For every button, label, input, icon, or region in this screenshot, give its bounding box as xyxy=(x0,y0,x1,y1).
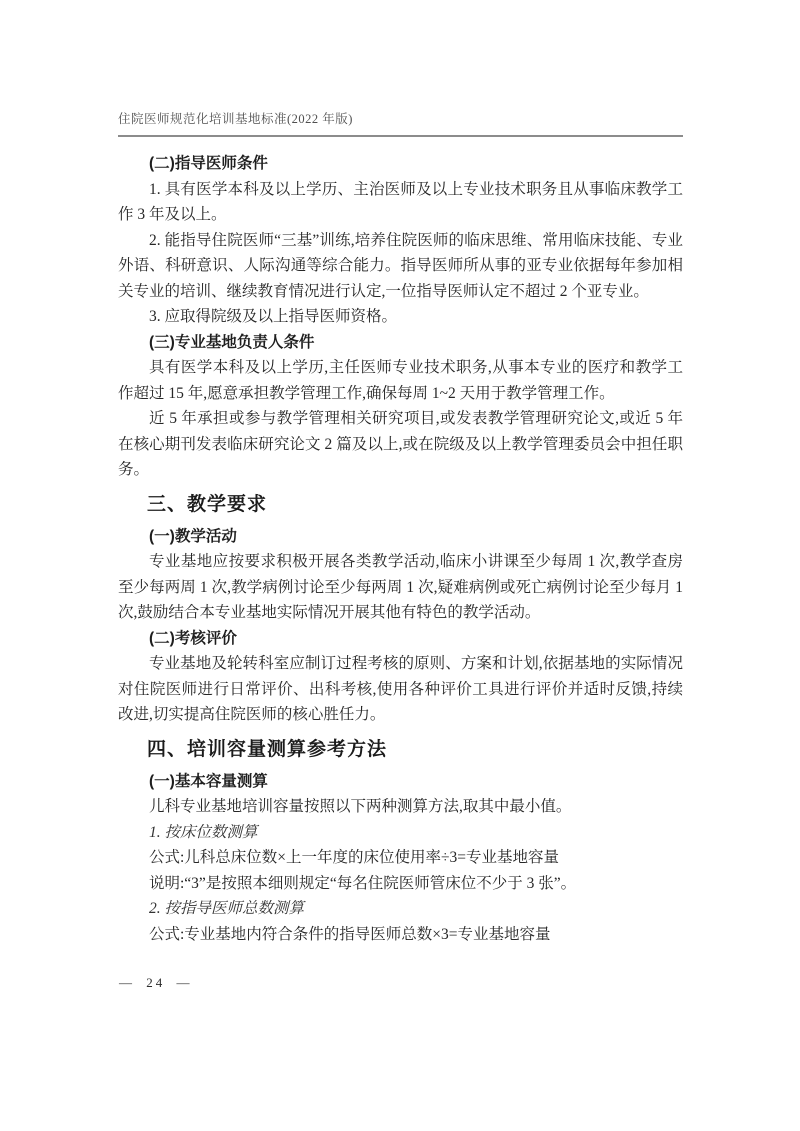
running-header xyxy=(118,110,683,137)
formula-note-line: 说明:“3”是按照本细则规定“每名住院医师管床位不少于 3 张”。 xyxy=(149,874,577,892)
formula-line: 公式:专业基地内符合条件的指导医师总数×3=专业基地容量 xyxy=(149,925,551,943)
chapter-heading: 三、教学要求 xyxy=(147,493,268,515)
method-item-label: 1. 按床位数测算 xyxy=(149,823,258,841)
body-paragraph: 3. 应取得院级及以上指导医师资格。 xyxy=(149,308,398,325)
sub-section-heading: (三)专业基地负责人条件 xyxy=(149,333,315,351)
body-paragraph: 近 5 年承担或参与教学管理相关研究项目,或发表教学管理研究论文,或近 5 年在核心期刊发表临床研究论文 2 篇及以上,或在院级及以上教学管理委员会中担任职务。 xyxy=(118,410,683,478)
body-paragraph: 2. 能指导住院医师“三基”训练,培养住院医师的临床思维、常用临床技能、专业外语、科研意识、人际沟通等综合能力。指导医师所从事的亚专业依据每年参加相关专业的培训、继续教育情况进行认定,一位指导医师认定不超过 2 个亚专业。 xyxy=(118,231,683,300)
running-header-title: 住院医师规范化培训基地标准(2022 年版) xyxy=(118,112,353,126)
body-paragraph: 儿科专业基地培训容量按照以下两种测算方法,取其中最小值。 xyxy=(149,798,572,815)
chapter-heading: 四、培训容量测算参考方法 xyxy=(147,738,388,760)
sub-section-heading: (二)考核评价 xyxy=(149,629,237,647)
page-number: — 24 — xyxy=(119,975,193,990)
sub-section-heading: (一)教学活动 xyxy=(149,527,237,545)
body-paragraph: 1. 具有医学本科及以上学历、主治医师及以上专业技术职务且从事临床教学工作 3 年及以上。 xyxy=(118,180,683,223)
document-body xyxy=(118,151,683,947)
sub-section-heading: (二)指导医师条件 xyxy=(149,155,268,172)
body-paragraph: 专业基地及轮转科室应制订过程考核的原则、方案和计划,依据基地的实际情况对住院医师进行日常评价、出科考核,使用各种评价工具进行评价并适时反馈,持续改进,切实提高住院医师的核心胜任力。 xyxy=(118,655,683,723)
formula-line: 公式:儿科总床位数×上一年度的床位使用率÷3=专业基地容量 xyxy=(149,849,560,866)
method-item-label: 2. 按指导医师总数测算 xyxy=(149,900,305,917)
sub-section-heading: (一)基本容量测算 xyxy=(149,772,268,790)
body-paragraph: 专业基地应按要求积极开展各类教学活动,临床小讲课至少每周 1 次,教学查房至少每两周 1 次,教学病例讨论至少每两周 1 次,疑难病例或死亡病例讨论至少每月 1 次,鼓励结合本专业基地实际情况开展其他有特色的教学活动。 xyxy=(118,553,683,621)
body-paragraph: 具有医学本科及以上学历,主任医师专业技术职务,从事本专业的医疗和教学工作超过 15 年,愿意承担教学管理工作,确保每周 1~2 天用于教学管理工作。 xyxy=(118,359,683,402)
